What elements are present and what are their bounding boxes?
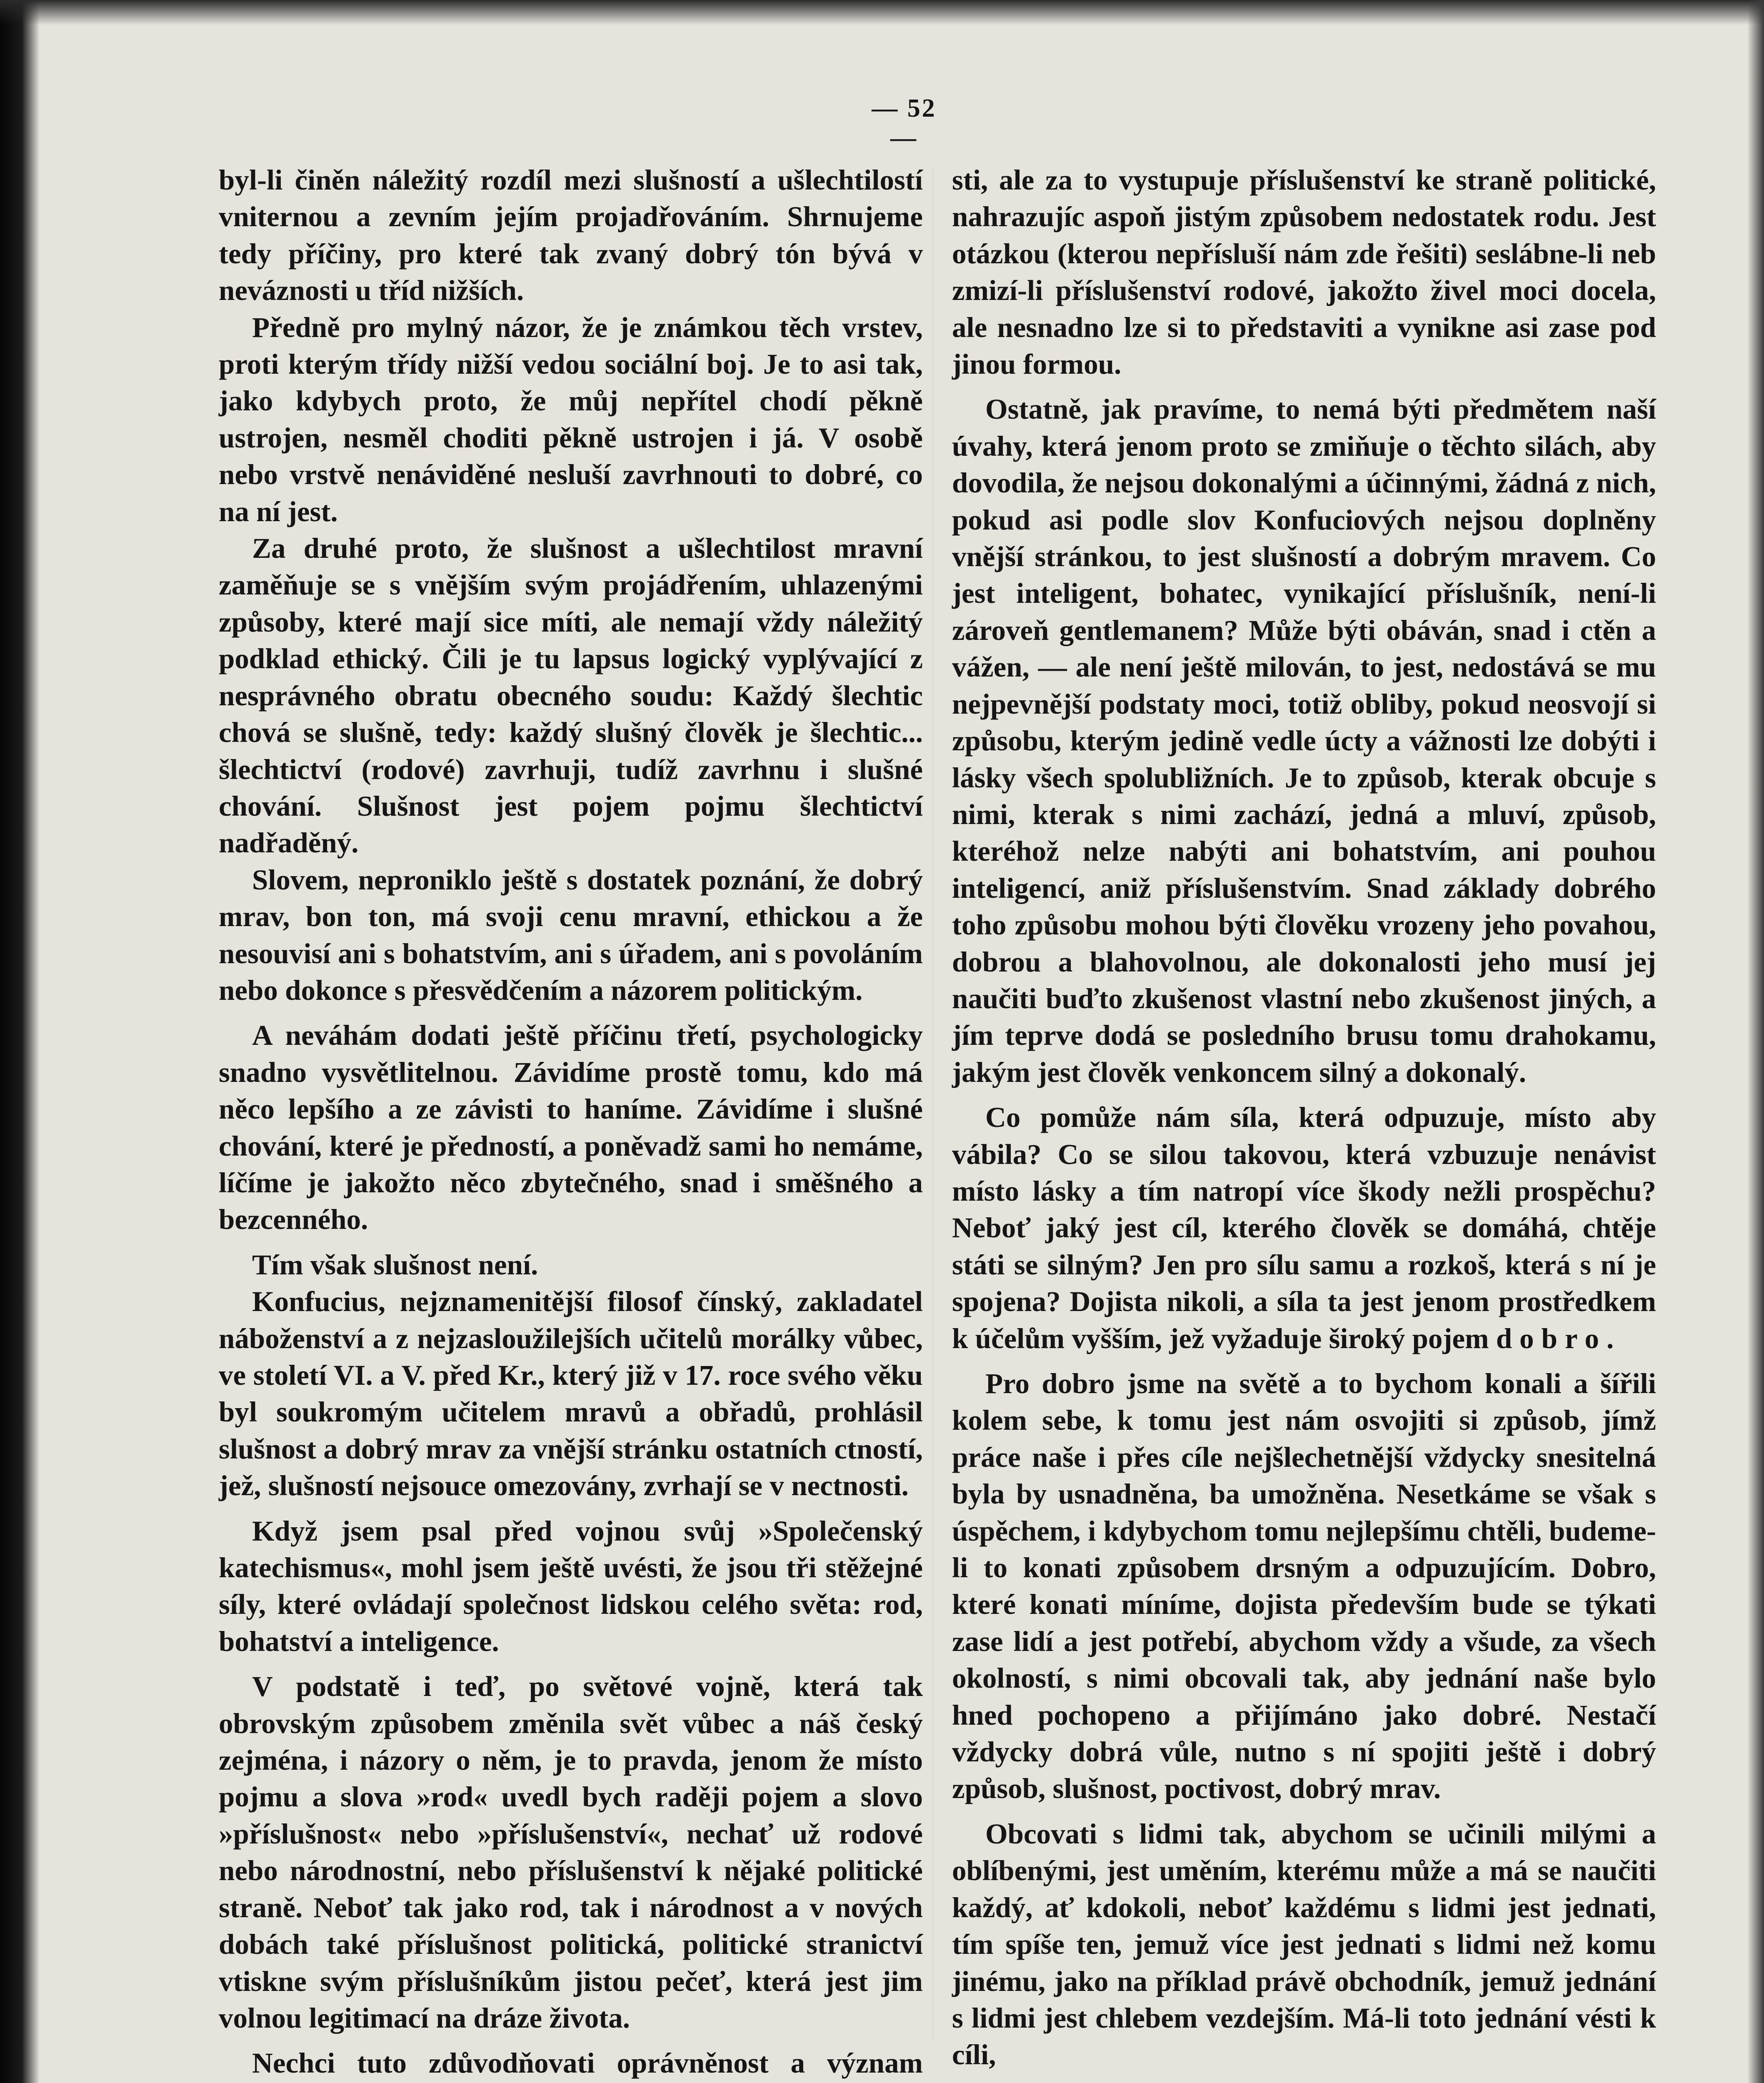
paragraph: V podstatě i teď, po světové vojně, která tak obrovským způsobem změnila svět vůbec a náš český zejména, i názory o něm, je to pravda, jenom že místo pojmu a slova »rod« uvedl bych raději pojem a slovo »příslušnost« nebo »příslušenství«, nechať už rodové nebo národnostní, nebo příslušenství k nějaké politické straně. Neboť tak jako rod, tak i národnost a v nových dobách také příslušnost politická, politické stranictví vtiskne svým příslušníkům jistou pečeť, která jest jim volnou legitimací na dráze života. — [219, 1671, 923, 2034]
paragraph: Obcovati s lidmi tak, abychom se učinili milými a oblíbenými, jest uměním, kterému může a má se naučiti každý, ať kdokoli, neboť každému s lidmi jest jednati, tím spíše ten, jemuž více jest jednati s lidmi než komu jinému, jako na příklad právě obchodník, jemuž jednání s lidmi jest chlebem vezdejším. Má-li toto jednání vésti k cíli, — [952, 1818, 1656, 2071]
paragraph: Když jsem psal před vojnou svůj »Společenský katechismus«, mohl jsem ještě uvésti, že jsou tři stěžejné síly, které ovládají společnost lidskou celého světa: rod, bohatství a inteligence. — [219, 1515, 923, 1657]
paragraph — [952, 1099, 1656, 1357]
scan-edge-right — [1747, 0, 1764, 2083]
paragraph: sti, ale za to vystupuje příslušenství ke straně politické, nahrazujíc aspoň jistým způsobem nedostatek rodu. Jest otázkou (kterou nepřísluší nám zde řešiti) seslábne-li neb zmizí-li příslušenství rodové, jakožto živel moci docela, ale nesnadno lze si to představiti a vynikne asi zase pod jinou formou. — [952, 164, 1656, 380]
paragraph: A neváhám dodati ještě příčinu třetí, psychologicky snadno vysvětlitelnou. Závidíme prostě tomu, kdo má něco lepšího a ze závisti to haníme. Závidíme i slušné chování, které je předností, a poněvadž sami ho nemáme, líčíme je jakožto něco zbytečného, snad i směšného a bezcenného. — [219, 1019, 923, 1236]
paragraph: Konfucius, nejznamenitější filosof čínský, zakladatel náboženství a z nejzasloužilejších učitelů morálky vůbec, ve století VI. a V. před Kr., který již v 17. roce svého věku byl soukromým učitelem mravů a obřadů, prohlásil slušnost a dobrý mrav za vnější stránku ostatních ctností, jež, slušností nejsouce omezovány, zvrhají se v nectnosti. — [219, 1286, 923, 1502]
paragraph: Předně pro mylný názor, že je známkou těch vrstev, proti kterým třídy nižší vedou sociální boj. Je to asi tak, jako kdybych proto, že můj nepřítel chodí pěkně ustrojen, nesměl choditi pěkně ustrojen i já. V osobě nebo vrstvě nenáviděné nesluší zavrhnouti to dobré, co na ní jest. — [219, 311, 923, 527]
emphasized-word: dobro. — [1496, 1322, 1622, 1354]
paragraph: Pro dobro jsme na světě a to bychom konali a šířili kolem sebe, k tomu jest nám osvojiti si způsob, jímž práce naše i přes cíle nejšlechetnější vždycky snesitelná byla by usnadněna, ba umožněna. Nesetkáme se však s úspěchem, i kdybychom tomu nejlepšímu chtěli, budeme-li to konati způsobem drsným a odpuzujícím. Dobro, které konati míníme, dojista především bude se týkati zase lidí a jest potřebí, abychom vždy a všude, za všech okolností, s nimi obcovali tak, aby jednání naše bylo hned pochopeno a přijímáno jako dobré. Nestačí vždycky dobrá vůle, nutno s ní spojiti ještě i dobrý způsob, slušnost, poctivost, dobrý mrav. — [952, 1368, 1656, 1805]
paragraph: Slovem, neproniklo ještě s dostatek poznání, že dobrý mrav, bon ton, má svoji cenu mravní, ethickou a že nesouvisí ani s bohatstvím, ani s úřadem, ani s povoláním nebo dokonce s přesvědčením a názorem politickým. — [219, 864, 923, 1006]
paragraph: Tím však slušnost není. — [252, 1249, 538, 1281]
scan-edge-left — [0, 0, 40, 2083]
paragraph: byl-li činěn náležitý rozdíl mezi slušností a ušlechtilostí vniternou a zevním jejím projadřováním. Shrnujeme tedy příčiny, pro které tak zvaný dobrý tón bývá v neváznosti u tříd nižších. — [219, 164, 923, 307]
column-gutter — [932, 167, 934, 2041]
paragraph: Ostatně, jak pravíme, to nemá býti předmětem naší úvahy, která jenom proto se zmiňuje o těchto silách, aby dovodila, že nejsou dokonalými a účinnými, žádná z nich, pokud asi podle slov Konfuciových nejsou doplněny vnější stránkou, to jest slušností a dobrým mravem. Co jest inteligent, bohatec, vynikající příslušník, není-li zároveň gentlemanem? Může býti obáván, snad i ctěn a vážen, — ale není ještě milován, to jest, nedostává se mu nejpevnější podstaty moci, totiž obliby, pokud neosvojí si způsobu, kterým jedině vedle úcty a vážnosti lze dobýti i lásky všech spolubližních. Je to způsob, kterak obcuje s nimi, kterak s nimi zachází, jedná a mluví, způsob, kteréhož nelze nabýti ani bohatstvím, ani pouhou inteligencí, aniž příslušenstvím. Snad základy dobrého toho způsobu mohou býti člověku vrozeny jeho povahou, dobrou a blahovolnou, ale dokonalosti jeho musí jej naučiti buďto zkušenost vlastní nebo zkušenost jiných, a jím teprve dodá se posledního brusu tomu drahokamu, jakým jest člověk venkoncem silný a dokonalý. — [952, 393, 1656, 1088]
scan-edge-top — [0, 0, 1764, 25]
paragraph: Za druhé proto, že slušnost a ušlechtilost mravní zaměňuje se s vnějším svým projádřením, uhlazenými způsoby, které mají sice míti, ale nemají vždy náležitý podklad ethický. Čili je tu lapsus logický vyplývající z nesprávného obratu obecného soudu: Každý šlechtic chová se slušně, tedy: každý slušný člověk je šlechtic... šlechtictví (rodové) zavrhuji, tudíž zavrhnu i slušné chování. Slušnost jest pojem pojmu šlechtictví nadřaděný. — [219, 532, 923, 859]
left-column — [219, 162, 923, 2083]
page-number: — 52 — — [872, 94, 937, 152]
paragraph: Nechci tuto zdůvodňovati oprávněnost a význam — [252, 2047, 923, 2079]
right-column — [952, 162, 1656, 2073]
paragraph-text: Co pomůže nám síla, která odpuzuje, místo aby vábila? Co se silou takovou, která vzbuzuje nenávist místo lásky a tím natropí více škody nežli prospěchu? Neboť jaký jest cíl, kterého člověk se domáhá, chtěje státi se silným? Jen pro sílu samu a rozkoš, která s ní je spojena? Dojista nikoli, a síla ta jest jenom prostředkem k účelům vyšším, jež vyžaduje široký pojem — [952, 1101, 1656, 1354]
